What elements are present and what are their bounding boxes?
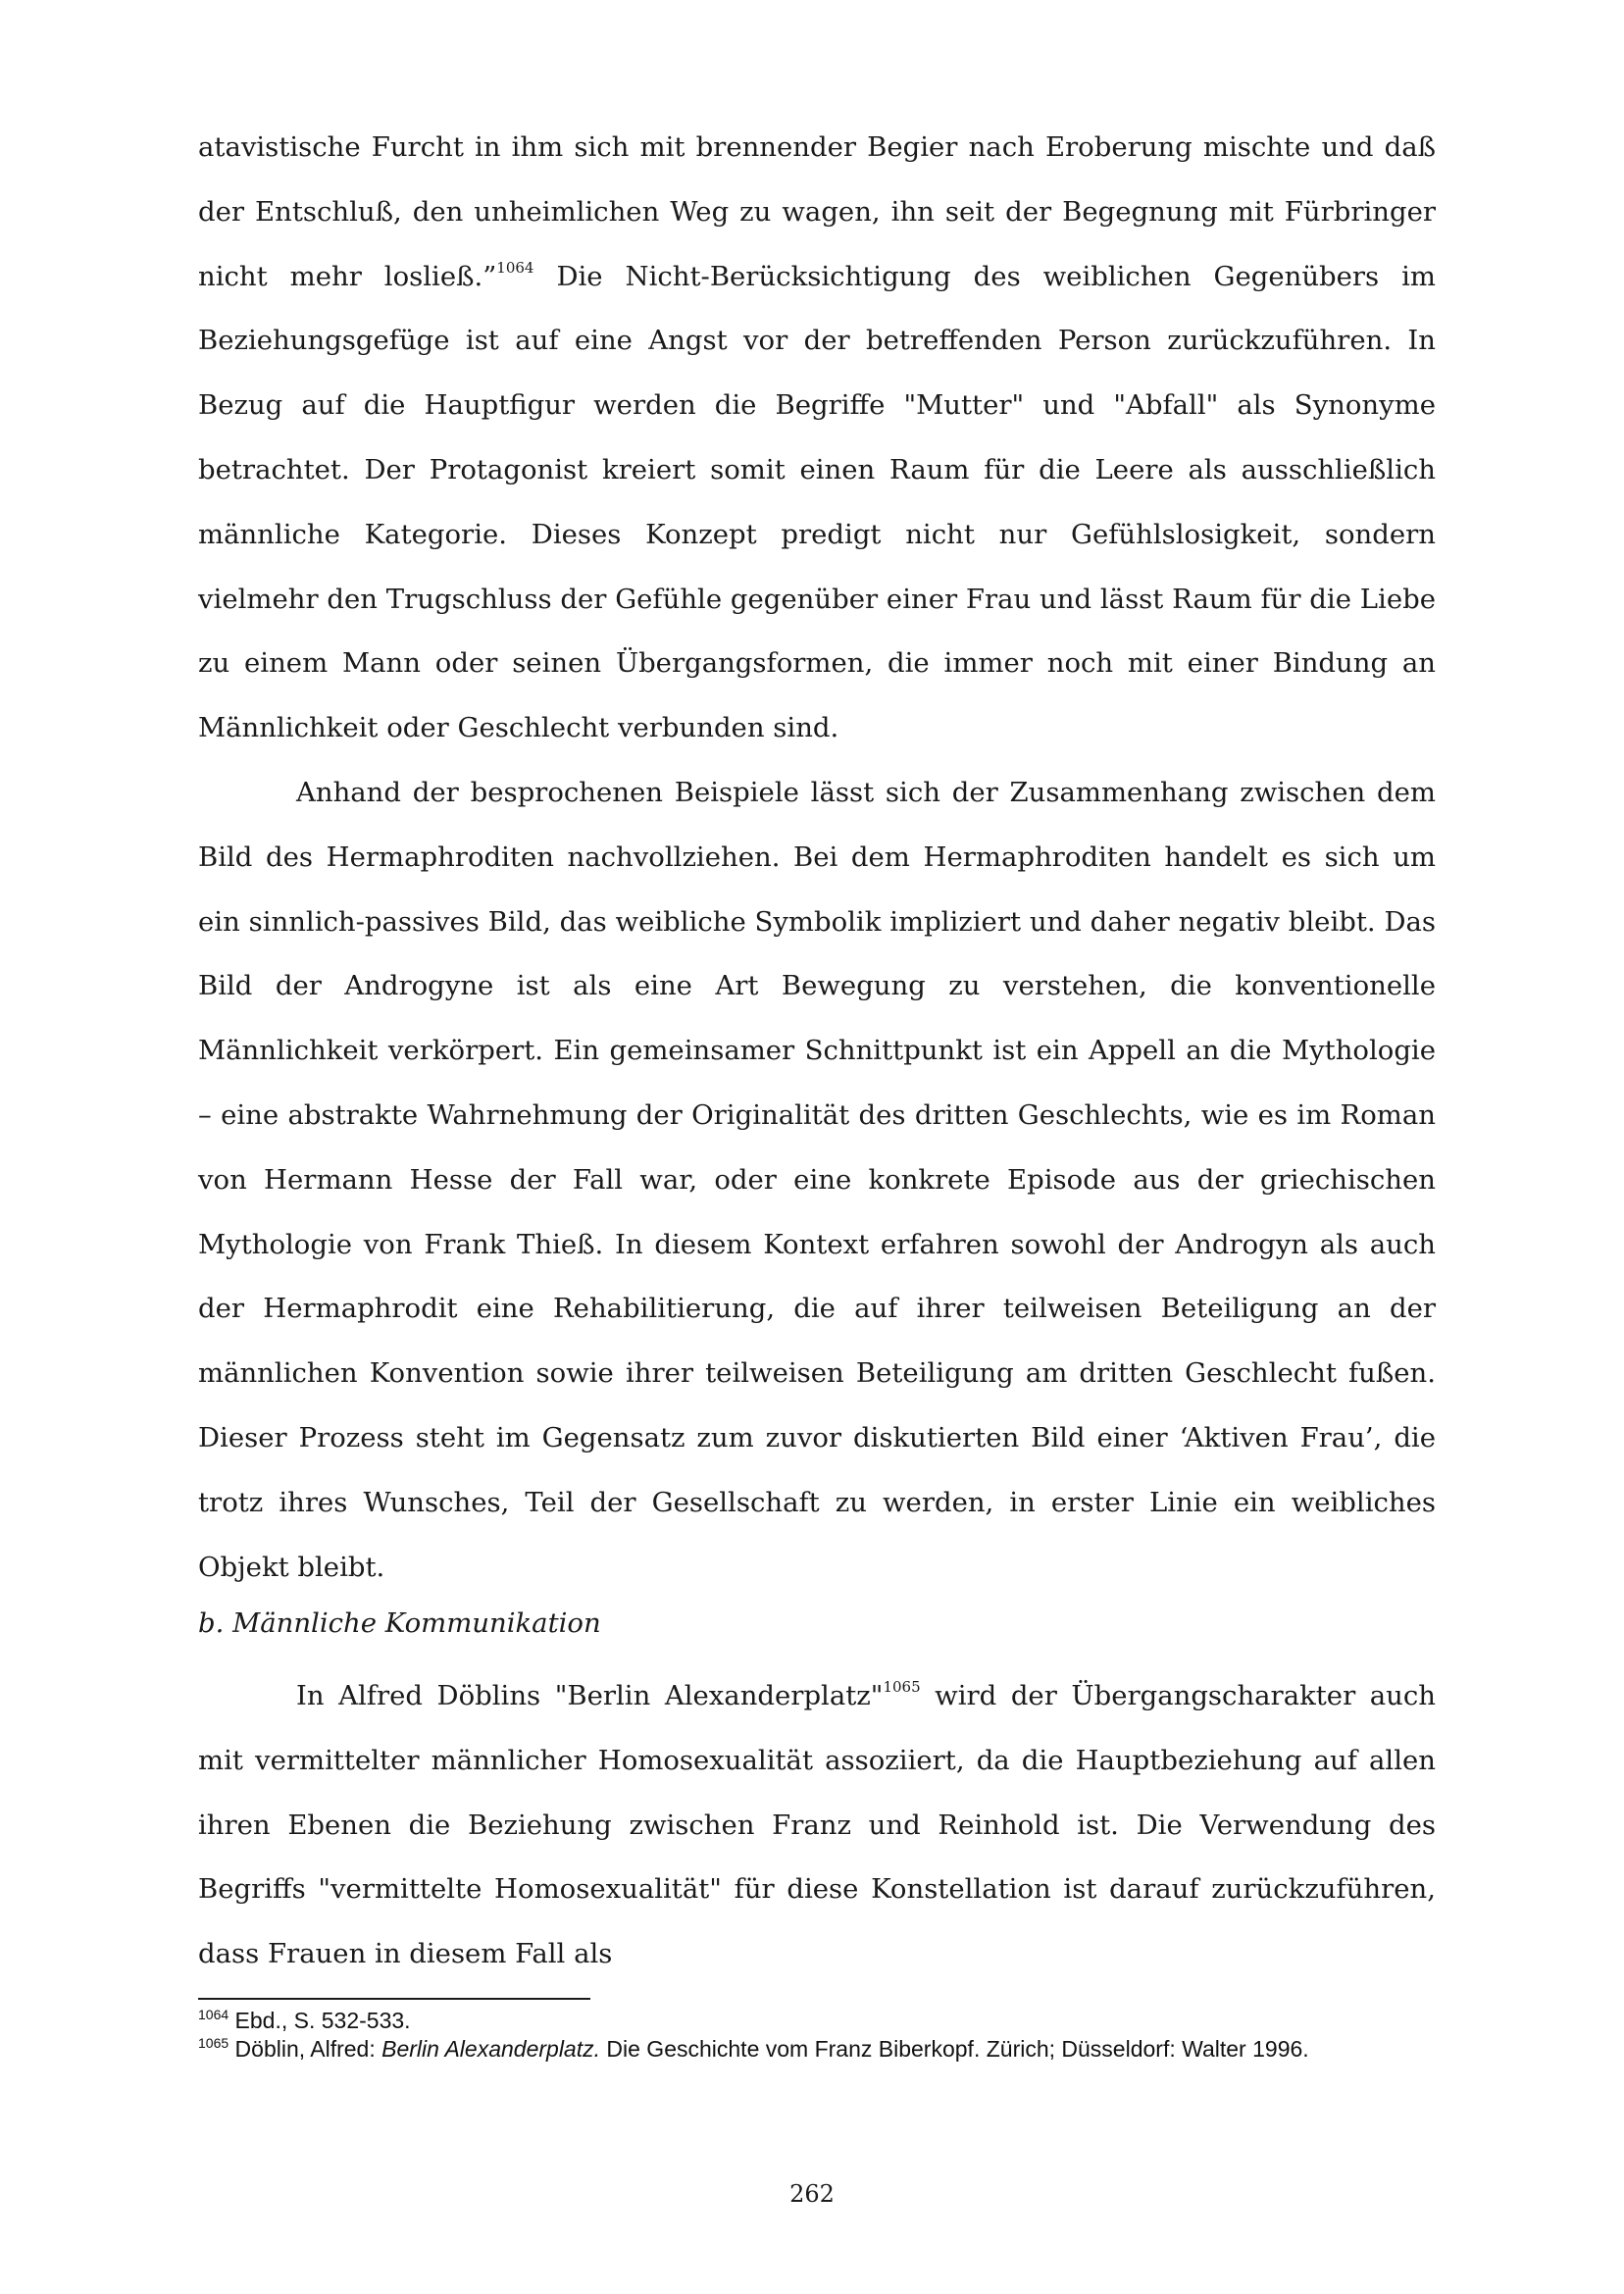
footnote-book-title: Berlin Alexanderplatz. — [381, 2036, 601, 2062]
paragraph-continuation — [198, 116, 1436, 761]
footnote-reference-1065[interactable]: 1065 — [883, 1678, 921, 1696]
footnote-1065 — [198, 2035, 1436, 2064]
paragraph-text: wird der Übergangscharakter auch mit vermittelter männlicher Homosexualität assoziiert, da die Hauptbeziehung auf allen ihren Ebenen die Beziehung zwischen Franz und Reinhold ist. Die Verwendung des Begriffs "vermittelte Homosexualität" für diese Konstellation ist darauf zurückzuführen, dass Frauen in diesem Fall als — [198, 1680, 1437, 1970]
footnote-number: 1065 — [198, 2035, 229, 2051]
footnote-1064 — [198, 2007, 1436, 2035]
paragraph-text: atavistische Furcht in ihm sich mit brennender Begier nach Eroberung mischte und daß der Entschluß, den unheimlichen Weg zu wagen, ihn seit der Begegnung mit Fürbringer nicht mehr losließ.” — [198, 131, 1436, 292]
footnotes — [198, 2007, 1436, 2064]
paragraph-text: Die Nicht-Berücksichtigung des weiblichen Gegenübers im Beziehungsgefüge ist auf eine Angst vor der betreffenden Person zurückzuführen. In Bezug auf die Hauptfigur werden die Begriffe "Mutter" und "Abfall" als Synonyme betrachtet. Der Protagonist kreiert somit einen Raum für die Leere als ausschließlich männliche Kategorie. Dieses Konzept predigt nicht nur Gefühlslosigkeit, sondern vielmehr den Trugschluss der Gefühle gegenüber einer Frau und lässt Raum für die Liebe zu einem Mann oder seinen Übergangsformen, die immer noch mit einer Bindung an Männlichkeit oder Geschlecht verbunden sind. — [198, 260, 1436, 744]
footnote-text: Die Geschichte vom Franz Biberkopf. Zürich; Düsseldorf: Walter 1996. — [600, 2036, 1309, 2062]
paragraph-text: In Alfred Döblins "Berlin Alexanderplatz" — [296, 1680, 884, 1711]
paragraph-text: Anhand der besprochenen Beispiele lässt sich der Zusammenhang zwischen dem Bild des Hermaphroditen nachvollziehen. Bei dem Hermaphroditen handelt es sich um ein sinnlich-passives Bild, das weibliche Symbolik impliziert und daher negativ bleibt. Das Bild der Androgyne ist als eine Art Bewegung zu verstehen, die konventionelle Männlichkeit verkörpert. Ein gemeinsamer Schnittpunkt ist ein Appell an die Mythologie – eine abstrakte Wahrnehmung der Originalität des dritten Geschlechts, wie es im Roman von Hermann Hesse der Fall war, oder eine konkrete Episode aus der griechischen Mythologie von Frank Thieß. In diesem Kontext erfahren sowohl der Androgyn als auch der Hermaphrodit eine Rehabilitierung, die auf ihrer teilweisen Beteiligung an der männlichen Konvention sowie ihrer teilweisen Beteiligung am dritten Geschlecht fußen. Dieser Prozess steht im Gegensatz zum zuvor diskutierten Bild einer ‘Aktiven Frau’, die trotz ihres Wunsches, Teil der Gesellschaft zu werden, in erster Linie ein weibliches Objekt bleibt. — [198, 777, 1436, 1583]
footnote-reference-1064[interactable]: 1064 — [496, 258, 534, 277]
paragraph-doeblin — [198, 1664, 1436, 1987]
page-number: 262 — [789, 2180, 835, 2208]
section-heading: b. Männliche Kommunikation — [198, 1607, 601, 1639]
footnote-text: Döblin, Alfred: — [228, 2036, 382, 2062]
footnote-text: Ebd., S. 532-533. — [228, 2008, 411, 2033]
footnote-divider — [198, 1998, 590, 2000]
footnote-number: 1064 — [198, 2007, 229, 2022]
paragraph-hermaphrodite — [198, 761, 1436, 1600]
